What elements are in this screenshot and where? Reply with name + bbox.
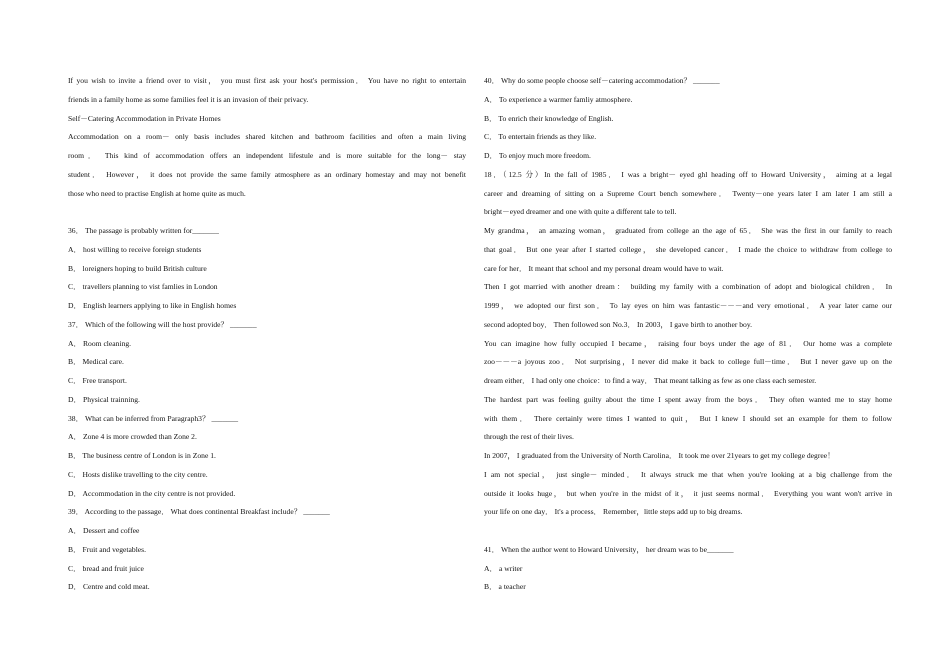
passage-line: that goal． But one year after I started college， she developed cancer． I made the choice to withdraw from college to bbox=[484, 244, 892, 254]
question-39-stem: 39． According to the passage． What does continental Breakfast include？ _______ bbox=[68, 507, 330, 517]
intro-line-1: If you wish to invite a friend over to visit， you must first ask your host's permission． You have no right to entertain bbox=[68, 76, 466, 85]
passage-line: I am not special， just single－ minded． It always struck me that when you're looking at a big challenge from the bbox=[484, 469, 892, 479]
section-heading: Self－Catering Accommodation in Private Homes bbox=[68, 113, 221, 123]
passage-line: 1999， we adopted our first son． To lay eyes on him was fantastic－－－and very emotional． A year later came our bbox=[484, 301, 892, 310]
passage-line: My grandma， an amazing woman， graduated from college an the age of 65． She was the first in our family to reach bbox=[484, 226, 892, 235]
question-39-option-c[interactable]: C． bread and fruit juice bbox=[68, 563, 144, 573]
passage-line: with them． There certainly were times I wanted to quit， But I knew I should set an example for them to follow bbox=[484, 413, 892, 423]
question-38-option-a[interactable]: A． Zone 4 is more crowded than Zone 2. bbox=[68, 432, 197, 442]
passage-line: zoo－－－a joyous zoo． Not surprising，I never did make it back to college full－time． But I never gave up on the bbox=[484, 357, 892, 367]
passage-line: Then I got married with another dream： building my family with a combination of adopt and biological children． In bbox=[484, 282, 892, 292]
passage-line: care for her． It meant that school and my personal dream would have to wait. bbox=[484, 263, 724, 273]
question-40-option-d[interactable]: D． To enjoy much more freedom. bbox=[484, 151, 591, 160]
passage-18 bbox=[484, 166, 892, 522]
spacer bbox=[68, 203, 466, 222]
question-36-option-b[interactable]: B． loreigners hoping to build British culture bbox=[68, 263, 207, 273]
question-37-stem: 37． Which of the following will the host provide？ _______ bbox=[68, 319, 257, 329]
question-36-stem: 36． The passage is probably written for_______ bbox=[68, 226, 219, 235]
question-38-option-b[interactable]: B． The business centre of London is in Zone 1. bbox=[68, 451, 216, 460]
passage-line: The hardest part was feeling guilty about the time I spent away from the boys． They often wanted me to stay home bbox=[484, 394, 892, 404]
left-column bbox=[68, 72, 466, 597]
question-40-option-b[interactable]: B． To enrich their knowledge of English. bbox=[484, 113, 614, 123]
question-39-option-d[interactable]: D． Centre and cold meat. bbox=[68, 582, 150, 592]
passage-line: outside it looks huge， but when you're in the midst of it， it just seems normal． Everything you want won't arrive in bbox=[484, 488, 892, 498]
passage-line: through the rest of their lives. bbox=[484, 432, 574, 442]
question-37-option-c[interactable]: C． Free transport. bbox=[68, 376, 127, 385]
passage-line: second adopted boy． Then followed son No.3． In 2003， I gave birth to another boy. bbox=[484, 319, 753, 329]
question-38-stem: 38． What can be inferred from Paragraph3？ _______ bbox=[68, 413, 239, 423]
question-40-option-a[interactable]: A． To experience a warmer famliy atmosphere. bbox=[484, 94, 633, 104]
question-37-option-d[interactable]: D． Physical trainning. bbox=[68, 394, 140, 404]
passage-line: bright－eyed dreamer and one with quite a different tale to tell. bbox=[484, 207, 677, 217]
passage-line: 18．（12.5 分）In the fall of 1985． I was a bright－ eyed ghl heading off to Howard University， aiming at a legal bbox=[484, 169, 892, 179]
question-37-option-a[interactable]: A． Room cleaning. bbox=[68, 338, 132, 348]
question-39-option-b[interactable]: B． Fruit and vegetables. bbox=[68, 544, 147, 554]
passage-line: your life on one day． It's a process． Remember，little steps add up to big dreams. bbox=[484, 507, 743, 517]
section-line-2: room． This kind of accommodation offers an independent lifestule and is more suitable for the long－ stay bbox=[68, 151, 466, 160]
section-line-3: student． However， it does not provide the same family atmosphere as an ordinary homestay and may not benefit bbox=[68, 169, 466, 179]
question-41-option-b[interactable]: B． a teacher bbox=[484, 582, 526, 592]
question-39-option-a[interactable]: A． Dessert and coffee bbox=[68, 526, 140, 535]
right-column bbox=[484, 72, 892, 597]
question-40-option-c[interactable]: C． To entertain friends as they like. bbox=[484, 132, 597, 142]
question-36-option-c[interactable]: C． travellers planning to vist famlies in London bbox=[68, 282, 218, 292]
question-41-stem: 41． When the author went to Howard University， her dream was to be_______ bbox=[484, 544, 734, 554]
question-36-option-d[interactable]: D． English learners applying to like in English homes bbox=[68, 301, 237, 310]
question-38-option-c[interactable]: C． Hosts dislike travelling to the city centre. bbox=[68, 469, 208, 479]
passage-line: You can imagine how fully occupied I became， raising four boys under the age of 81． Our home was a complete bbox=[484, 338, 892, 348]
question-40-stem: 40． Why do some people choose self－catering accommodation？ _______ bbox=[484, 76, 720, 85]
passage-line: career and dreaming of sitting on a Supreme Court bench somewhere． Twenty－one years later I am later I am still a bbox=[484, 188, 892, 198]
intro-line-2: friends in a family home as some families feel it is an invasion of their privacy. bbox=[68, 94, 309, 104]
section-line-1: Accommodation on a room－ only basis includes shared kitchen and bathroom facilities and often a main living bbox=[68, 132, 466, 142]
question-41-option-a[interactable]: A． a writer bbox=[484, 563, 523, 573]
section-line-4: those who need to practise English at home quite as much. bbox=[68, 188, 246, 198]
question-36-option-a[interactable]: A． host willing to receive foreign students bbox=[68, 244, 202, 254]
question-37-option-b[interactable]: B． Medical care. bbox=[68, 357, 124, 367]
passage-line: In 2007， I graduated from the University of North Carolina． It took me over 21years to get my college degree！ bbox=[484, 451, 835, 460]
spacer bbox=[484, 522, 892, 541]
passage-line: dream either． I had only one choice：to find a way． That meant talking as few as one class each semester. bbox=[484, 376, 817, 385]
question-38-option-d[interactable]: D． Accommodation in the city centre is not provided. bbox=[68, 488, 236, 498]
